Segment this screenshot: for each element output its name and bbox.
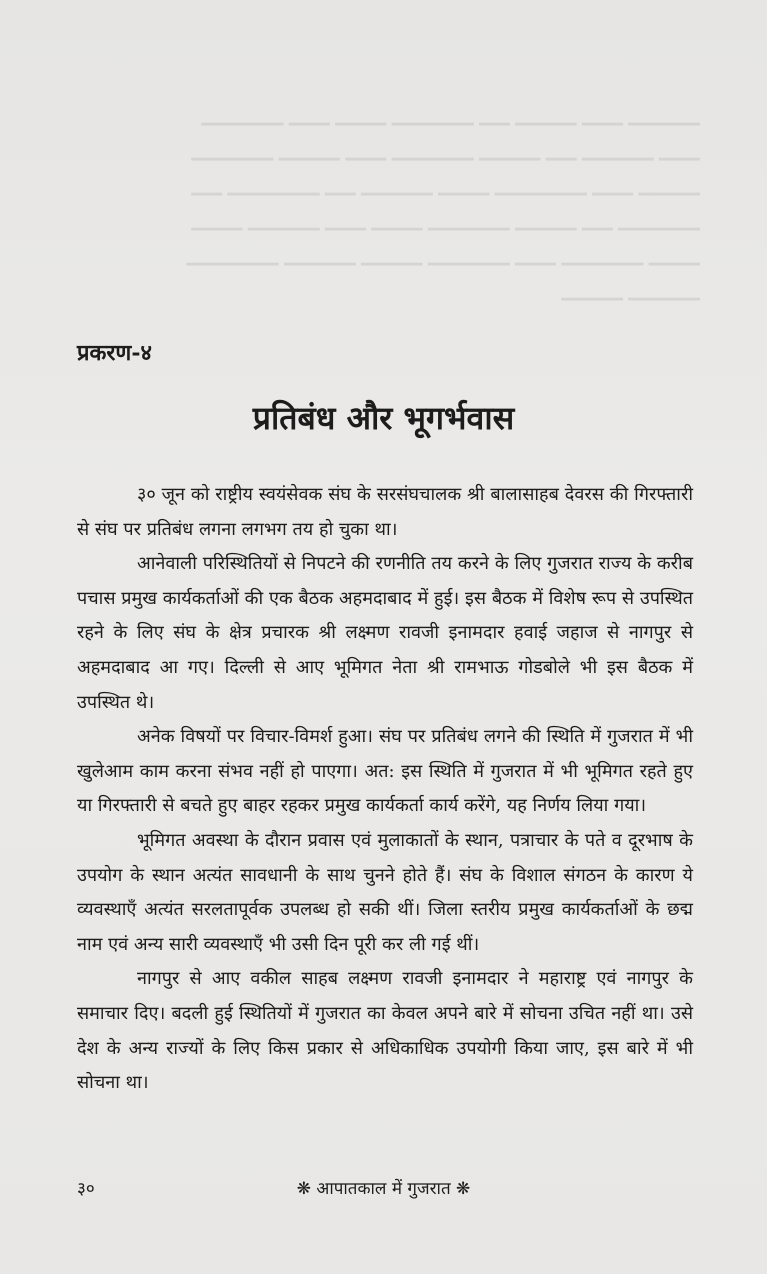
chapter-label: प्रकरण-४ [77,340,152,366]
paragraph: अनेक विषयों पर विचार-विमर्श हुआ। संघ पर प्रतिबंध लगने की स्थिति में गुजरात में भी खुलेआम काम करना संभव नहीं हो पाएगा। अत: इस स्थिति में गुजरात में भी भूमिगत रहते हुए या गिरफ्तारी से बचते हुए बाहर रहकर प्रमुख कार्यकर्ता कार्य करेंगे, यह निर्णय लिया गया। [77,726,693,817]
paragraph: ३० जून को राष्ट्रीय स्वयंसेवक संघ के सरसंघचालक श्री बालासाहब देवरस की गिरफ्तारी से संघ पर प्रतिबंध लगना लगभग तय हो चुका था। [77,484,693,540]
running-title: ❋ आपातकाल में गुजरात ❋ [296,1179,471,1199]
reverse-page-bleed-through: ━━━━━━━ ━━━━ ━━━━━━ ━━━ ━━━━━━━━ ━━━━━ ━━━━ ━━━━━━━━ ━━━━ ━━━━━━━ ━━━ ━━━━━━ ━━━━━━━━ ━━━━ ━━━━━━ ━━━━━━━━ ━━━━━━ ━━━━ ━━━━━━━━━ ━━━━━ ━━━━━━━ ━━━ ━━━━━━━━━ ━━━ ━━━━━━━━ ━━━ ━━━━━━ ━━━━━━━━ ━━━━━ ━━━━ ━━━━━━━ ━━━━━ ━━━━━ ━━━━━━━━ ━━━━ ━━━━━━━━ ━━━━━━ ━━━━━━━ ━━━━━━━━━ ━━━━━━━ ━━━━━━ [186,115,700,310]
paragraph: नागपुर से आए वकील साहब लक्ष्मण रावजी इनामदार ने महाराष्ट्र एवं नागपुर के समाचार दिए। बदली हुई स्थितियों में गुजरात का केवल अपने बारे में सोचना उचित नहीं था। उसे देश के अन्य राज्यों के लिए किस प्रकार से अधिकाधिक उपयोगी किया जाए, इस बारे में भी सोचना था। [77,968,693,1094]
paragraph: आनेवाली परिस्थितियों से निपटने की रणनीति तय करने के लिए गुजरात राज्य के करीब पचास प्रमुख कार्यकर्ताओं की एक बैठक अहमदाबाद में हुई। इस बैठक में विशेष रूप से उपस्थित रहने के लिए संघ के क्षेत्र प्रचारक श्री लक्ष्मण रावजी इनामदार हवाई जहाज से नागपुर से अहमदाबाद आ गए। दिल्ली से आए भूमिगत नेता श्री रामभाऊ गोडबोले भी इस बैठक में उपस्थित थे। [77,553,693,713]
chapter-body [77,478,693,1101]
paragraph: भूमिगत अवस्था के दौरान प्रवास एवं मुलाकातों के स्थान, पत्राचार के पते व दूरभाष के उपयोग के स्थान अत्यंत सावधानी के साथ चुनने होते हैं। संघ के विशाल संगठन के कारण ये व्यवस्थाएँ अत्यंत सरलतापूर्वक उपलब्ध हो सकी थीं। जिला स्तरीय प्रमुख कार्यकर्ताओं के छद्म नाम एवं अन्य सारी व्यवस्थाएँ भी उसी दिन पूरी कर ली गई थीं। [77,829,693,955]
chapter-title: प्रतिबंध और भूगर्भवास [252,399,515,437]
page-number: ३० [77,1179,95,1199]
